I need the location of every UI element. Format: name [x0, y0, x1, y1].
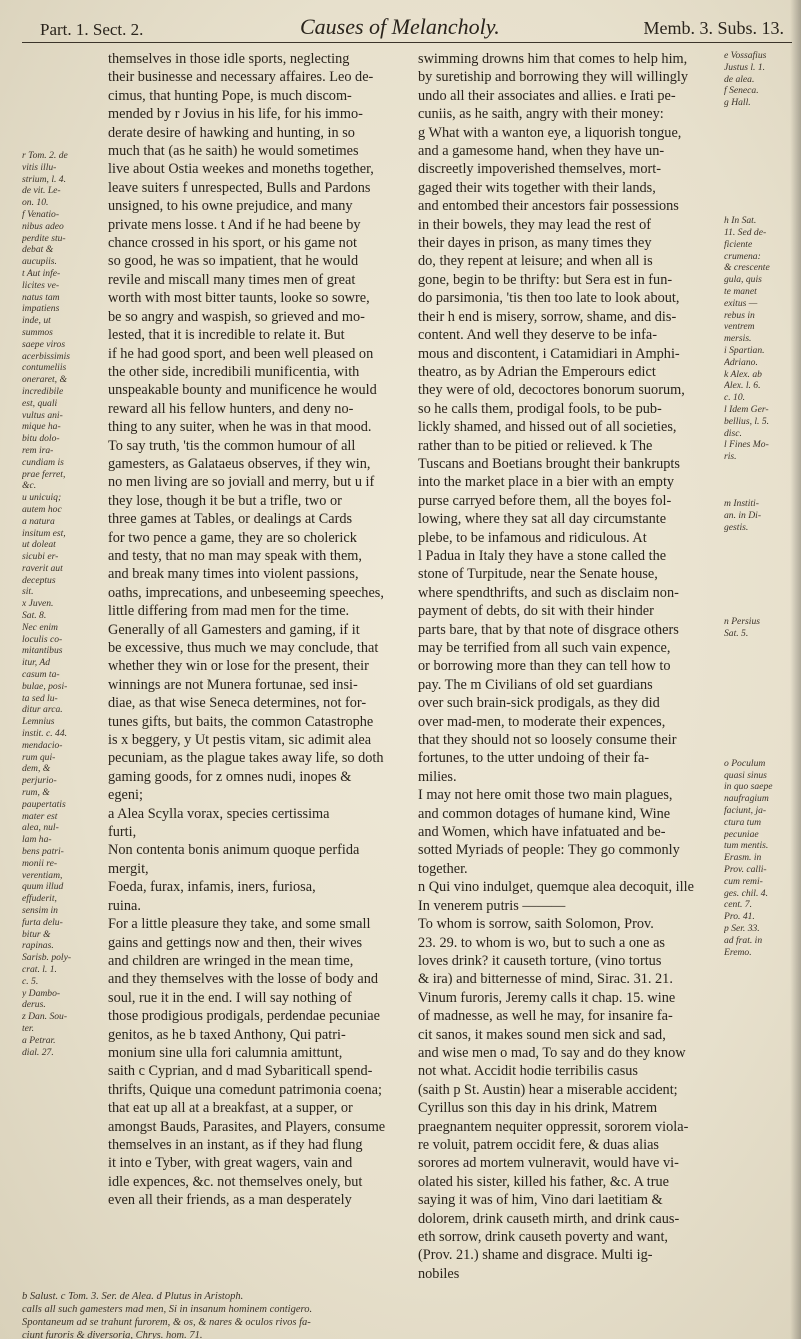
text-line: private mens losse. t And if he had beene by [108, 216, 361, 233]
footnote-line: Spontaneum ad se trahunt furorem, & os, & nares & oculos rivos fa- [22, 1317, 311, 1328]
margin-note-line: Erasm. in [724, 852, 762, 864]
text-line: over such brain-sick prodigals, as they did [418, 695, 660, 712]
text-line: gaming goods, for z omnes nudi, inopes & [108, 768, 352, 785]
text-line: reward all his fellow hunters, and deny no- [108, 400, 354, 417]
text-line: l Padua in Italy they have a stone called the [418, 547, 667, 564]
margin-note-line: mitantibus [22, 645, 63, 657]
margin-note-line [724, 687, 794, 699]
margin-note-line: ventrem [724, 321, 755, 333]
margin-note-line: ges. chil. 4. [724, 887, 768, 899]
margin-note-line: quum illud [22, 881, 64, 893]
margin-note-line: h In Sat. [724, 215, 757, 227]
text-line: stone of Turpitude, near the Senate house, [418, 566, 658, 583]
text-line: by suretiship and borrowing they will willingly [418, 69, 689, 86]
page-title: Causes of Melancholy. [300, 14, 500, 39]
text-line: unspeakable bounty and munificence he would [108, 382, 377, 399]
margin-note-line: rum, & [22, 787, 50, 799]
margin-note-line: n Persius [724, 616, 760, 628]
margin-note-line: furta delu- [22, 916, 63, 928]
text-line: little differing from mad men for the time. [108, 603, 350, 620]
text-line: sorores ad mortem vulneravit, would have vi- [418, 1155, 679, 1172]
margin-note-line: sit. [22, 586, 34, 598]
text-line: so good, he was so impatient, that he would [108, 253, 359, 270]
margin-note-line: incredibile [22, 385, 64, 397]
text-line: In venerem putris ——— [418, 897, 566, 914]
text-line: content. And well they deserve to be infa- [418, 327, 657, 344]
text-line: discreetly impoverished themselves, mort- [418, 161, 661, 178]
text-line: be so angry and waspish, so grieved and mo- [108, 308, 365, 325]
margin-note-line: crat. l. 1. [22, 963, 57, 975]
margin-note-line: Eremo. [724, 946, 752, 958]
text-line: where spendthrifts, and such as disclaim non- [418, 584, 679, 601]
margin-note-line: monii re- [22, 857, 58, 869]
page-edge-shadow [790, 0, 801, 1339]
text-line: be excessive, thus much we may conclude, that [108, 640, 379, 656]
text-line: 23. 29. to whom is wo, but to such a one as [418, 934, 665, 951]
margin-note-line: natus tam [22, 291, 60, 303]
margin-note-line: an. in Di- [724, 510, 762, 522]
margin-note-line: Lemnius [22, 716, 55, 728]
margin-note-line: acerbissimis [22, 350, 70, 362]
margin-note-line [724, 156, 794, 168]
margin-note-line: Sat. 5. [724, 628, 749, 640]
margin-note-line: tum mentis. [724, 840, 769, 852]
text-line: they were of old, decoctores bonorum suorum, [418, 382, 685, 399]
margin-note-line: gestis. [724, 521, 749, 533]
margin-note-line: vitis illu- [22, 161, 57, 173]
margin-note-line [724, 534, 794, 546]
text-line: and they themselves with the losse of body and [108, 971, 379, 988]
text-line: g What with a wanton eye, a liquorish tongue, [418, 124, 682, 141]
text-line: winnings are not Munera fortunae, sed insi- [108, 676, 358, 693]
text-line: and testy, that no man may speak with them, [108, 547, 362, 564]
text-line: swimming drowns him that comes to help him, [418, 51, 688, 67]
text-line: into the market place in a bier with an empty [418, 474, 675, 491]
text-line: worth with most bitter taunts, looke so sowre, [108, 290, 370, 307]
footnote-line: ciunt furoris & diversoria, Chrys. hom. 71. [22, 1330, 203, 1339]
footnote-line: b Salust. c Tom. 3. Ser. de Alea. d Plutus in Aristoph. [22, 1291, 244, 1302]
margin-note-line [724, 144, 794, 156]
margin-note-line: o Poculum [724, 757, 766, 769]
margin-note-line [724, 486, 794, 498]
margin-note-line: bellius, l. 5. [724, 415, 770, 427]
margin-note-line [724, 711, 794, 723]
margin-note-line: Nec enim [22, 621, 58, 633]
text-line: unsigned, to his owne prejudice, and many [108, 198, 353, 215]
text-line: dolorem, drink causeth mirth, and drink caus- [418, 1210, 680, 1227]
text-line: in their bowels, they may lead the rest of [418, 216, 652, 233]
text-line: the other side, incredibili munificentia, with [108, 363, 360, 380]
running-head [22, 6, 792, 43]
text-line: genitos, as he b taxed Anthony, Qui patri- [108, 1026, 346, 1043]
text-line: cit sanos, it makes sound men sick and sad, [418, 1026, 666, 1043]
text-line: gaged their wits together with their lands, [418, 179, 656, 196]
text-line: furti, [108, 824, 137, 841]
margin-note-line: ta sed lu- [22, 692, 58, 704]
text-line: mous and discontent, i Catamidiari in Amphi- [418, 345, 680, 362]
margin-note-line: licites ve- [22, 279, 60, 291]
margin-note-line: contumeliis [22, 362, 67, 374]
margin-note-line: impatiens [22, 303, 60, 315]
margin-note-line: cum remi- [724, 875, 763, 887]
margin-note-line [724, 734, 794, 746]
margin-note-line [724, 180, 794, 192]
margin-note-line: u unicuiq; [22, 492, 62, 504]
text-line: loves drink? it causeth torture, (vino tortus [418, 952, 662, 969]
text-line: parts bare, that by that note of disgrace others [418, 621, 679, 638]
margin-note-line: debat & [22, 244, 54, 256]
margin-note-line: prae ferret, [22, 468, 66, 480]
right-margin-notes [724, 50, 794, 958]
margin-note-line [724, 722, 794, 734]
margin-note-line: rem ira- [22, 444, 54, 456]
margin-note-line: rebus in [724, 309, 755, 321]
margin-note-line: pecuniae [724, 828, 759, 840]
margin-note-line: &c. [22, 480, 37, 492]
margin-note-line: bitur & [22, 928, 51, 940]
margin-note-line: exitus — [724, 297, 758, 309]
margin-note-line [724, 746, 794, 758]
margin-note-line [724, 581, 794, 593]
text-line: and common dotages of humane kind, Wine [418, 805, 671, 822]
text-line: it into e Tyber, with great wagers, vain and [108, 1155, 353, 1172]
text-line: undo all their associates and allies. e Irati pe- [418, 87, 676, 104]
text-line: may be terrified from all such vain expence, [418, 640, 671, 656]
text-line: mended by r Jovius in his life, for his immo- [108, 106, 363, 123]
text-line: their dayes in prison, as many times they [418, 235, 652, 252]
margin-note-line: f Venatio- [22, 208, 60, 220]
text-line: is x beggery, y Ut pestis vitam, sic adimit alea [108, 732, 372, 749]
text-line: rather than to be pitied or relieved. k The [418, 437, 653, 454]
text-line: plebe, to be infamous and ridiculous. At [418, 529, 647, 546]
margin-note-line [724, 463, 794, 475]
text-line: and entombed their ancestors fair possessions [418, 198, 679, 215]
text-line: lowing, where they sat all day circumstante [418, 511, 667, 528]
margin-note-line: f Seneca. [724, 85, 759, 97]
text-line: Tuscans and Boetians brought their bankrupts [418, 455, 680, 472]
text-line: & ira) and bitternesse of mind, Sirac. 31. 21. [418, 971, 673, 988]
margin-note-line: oneraret, & [22, 374, 67, 386]
margin-note-line: autem hoc [22, 503, 62, 515]
text-line: Non contenta bonis animum quoque perfida [108, 842, 360, 859]
text-line: a Alea Scylla vorax, species certissima [108, 805, 330, 822]
margin-note-line: z Dan. Sou- [22, 1011, 68, 1023]
text-line: thing to any suiter, when he was in that mood. [108, 419, 372, 436]
text-line: whether they win or lose for the present, their [108, 658, 369, 675]
margin-note-line: est, quali [22, 397, 58, 409]
text-line: (Prov. 21.) shame and disgrace. Multi ig- [418, 1247, 653, 1264]
text-line: leave suiters f unrespected, Bulls and Pardons [108, 179, 371, 196]
text-line: Cyrillus son this day in his drink, Matrem [418, 1100, 658, 1117]
margin-note-line: c. 5. [22, 975, 39, 987]
text-line: ruina. [108, 897, 141, 914]
margin-note-line [724, 545, 794, 557]
text-line: thrifts, Quique una comedunt patrimonia coena; [108, 1081, 382, 1098]
text-line: re voluit, patrem occidit fere, & duas alias [418, 1136, 659, 1153]
margin-note-line: k Alex. ab [724, 368, 762, 380]
margin-note-line: vultus ani- [22, 409, 63, 421]
margin-note-line: loculis co- [22, 633, 63, 645]
text-line: and a gamesome hand, when they have un- [418, 143, 665, 160]
member-subsection-label: Memb. 3. Subs. 13. [643, 18, 784, 38]
margin-note-line: sicubi er- [22, 551, 59, 563]
text-line: cimus, that hunting Pope, is much discom- [108, 87, 352, 104]
margin-note-line: perdite stu- [22, 232, 66, 244]
margin-note-line: itur, Ad [22, 657, 51, 669]
margin-note-line: quasi sinus [724, 769, 767, 781]
margin-note-line: Sat. 8. [22, 610, 47, 622]
text-line: To say truth, 'tis the common humour of all [108, 437, 356, 454]
right-text-column [418, 50, 718, 1283]
text-line: pecuniam, as the plague takes away life, so doth [108, 750, 384, 767]
margin-note-line: r Tom. 2. de [22, 150, 68, 161]
margin-note-line: & crescente [724, 262, 770, 274]
margin-note-line: mique ha- [22, 421, 61, 433]
margin-note-line: bulae, posi- [22, 680, 68, 692]
margin-note-line [724, 109, 794, 121]
margin-note-line: ficiente [724, 238, 753, 250]
text-line: Foeda, furax, infamis, iners, furiosa, [108, 879, 316, 896]
text-line: saying it was of him, Vino dari laetitiam & [418, 1192, 663, 1209]
text-line: do, they repent at leisure; and when all is [418, 253, 653, 270]
text-line: they lose, though it be but a trifle, two or [108, 492, 342, 509]
text-line: Generally of all Gamesters and gaming, if it [108, 621, 360, 638]
margin-note-line: ad frat. in [724, 934, 763, 946]
text-line: even all their friends, as a man desperately [108, 1192, 352, 1209]
text-line: eth sorrow, drink causeth poverty and want, [418, 1229, 668, 1245]
margin-note-line: rapinas. [22, 940, 54, 952]
margin-note-line: dem, & [22, 763, 51, 775]
text-line: that they should not so loosely consume their [418, 732, 677, 749]
margin-note-line: deceptus [22, 574, 56, 586]
text-line: egeni; [108, 787, 143, 804]
margin-note-line: m Institi- [724, 498, 759, 510]
margin-note-line: naufragium [724, 793, 769, 805]
margin-note-line: p Ser. 33. [724, 922, 760, 934]
margin-note-line: dial. 27. [22, 1046, 54, 1058]
margin-note-line [724, 604, 794, 616]
text-line: lickly shamed, and hissed out of all societies, [418, 419, 677, 436]
footnotes [22, 1290, 382, 1339]
text-line: praegnantem nequiter oppressit, sororem viola- [418, 1118, 689, 1135]
margin-note-line: ter. [22, 1022, 34, 1034]
margin-note-line [724, 640, 794, 652]
text-line: lested, that it is incredible to relate it. But [108, 327, 345, 344]
text-line: themselves in those idle sports, neglecting [108, 51, 350, 67]
text-line: n Qui vino indulget, quemque alea decoquit, ille [418, 879, 694, 896]
margin-note-line: ditur arca. [22, 704, 63, 716]
margin-note-line [724, 133, 794, 145]
text-line: over mad-men, to moderate their expences, [418, 713, 666, 730]
margin-note-line: bens patri- [22, 846, 64, 858]
margin-note-line: de alea. [724, 73, 755, 85]
text-line: do parsimonia, 'tis then too late to look about, [418, 290, 680, 307]
text-line: purse carryed before them, all the boyes fol- [418, 492, 672, 509]
text-line: monium sine ulla fori calumnia amittunt, [108, 1044, 343, 1061]
margin-note-line: mendacio- [22, 739, 63, 751]
text-line: chance crossed in his sport, or his game not [108, 235, 357, 252]
margin-note-line [724, 569, 794, 581]
margin-note-line: mater est [22, 810, 58, 822]
margin-note-line: sensim in [22, 905, 58, 916]
margin-note-line: te manet [724, 285, 757, 297]
margin-note-line: ut doleat [22, 539, 56, 551]
left-text-column [108, 50, 390, 1210]
text-line: much that (as he saith) he would sometimes [108, 143, 359, 160]
margin-note-line: bitu dolo- [22, 433, 60, 445]
text-line: soul, rue it in the end. I will say nothing of [108, 989, 352, 1006]
margin-note-line: summos [22, 326, 53, 338]
text-line: no men living are so joviall and merry, but u if [108, 474, 375, 491]
margin-note-line: a natura [22, 515, 55, 527]
margin-note-line: derus. [22, 999, 46, 1011]
margin-note-line [724, 557, 794, 569]
text-line: gains and gettings now and then, their wives [108, 934, 363, 951]
text-line: live about Ostia weekes and moneths together, [108, 161, 374, 178]
margin-note-line: l Fines Mo- [724, 439, 769, 451]
text-line: amongst Bauds, Parasites, and Players, consume [108, 1118, 386, 1135]
text-line: three games at Tables, or dealings at Cards [108, 511, 353, 528]
margin-note-line: strium, l. 4. [22, 173, 66, 185]
text-line: together. [418, 860, 468, 877]
text-line: (saith p St. Austin) hear a miserable accident; [418, 1081, 678, 1098]
text-line: that eat up all at a breakfast, at a supper, or [108, 1100, 353, 1117]
margin-note-line [724, 168, 794, 180]
margin-note-line: i Spartian. [724, 344, 765, 356]
margin-note-line: ris. [724, 451, 737, 463]
margin-note-line: ctura tum [724, 816, 762, 828]
margin-note-line: effuderit, [22, 893, 57, 905]
text-line: saith c Cyprian, and d mad Sybariticall spend- [108, 1063, 373, 1080]
margin-note-line: 11. Sed de- [724, 226, 767, 238]
margin-note-line: nibus adeo [22, 220, 64, 232]
margin-note-line: g Hall. [724, 97, 751, 109]
margin-note-line [724, 675, 794, 687]
text-line: for two pence a game, they are so cholerick [108, 529, 357, 546]
text-line: or borrowing more than they can tell how to [418, 658, 671, 675]
margin-note-line: casum ta- [22, 669, 60, 681]
margin-note-line: alea, nul- [22, 822, 59, 834]
margin-note-line: t Aut infe- [22, 267, 61, 279]
text-line: gamesters, as Galataeus observes, if they win, [108, 455, 371, 472]
margin-note-line: paupertatis [22, 798, 66, 810]
text-line: and wise men o mad, To say and do they know [418, 1044, 686, 1061]
margin-note-line: Sarisb. poly- [22, 952, 72, 964]
margin-note-line: crumena: [724, 250, 761, 262]
margin-note-line: disc. [724, 427, 742, 439]
margin-note-line: Prov. calli- [724, 863, 767, 875]
margin-note-line: raverit aut [22, 562, 63, 574]
margin-note-line: instit. c. 44. [22, 728, 68, 740]
margin-note-line: e Vossafius [724, 50, 767, 61]
margin-note-line: y Dambo- [22, 987, 61, 999]
margin-note-line [724, 652, 794, 664]
text-line: oaths, imprecations, and unbeseeming speeches, [108, 584, 384, 601]
text-line: themselves in an instant, as if they had flung [108, 1136, 363, 1153]
margin-note-line: Pro. 41. [724, 911, 755, 923]
text-line: so he calls them, prodigal fools, to be pub- [418, 400, 662, 417]
text-line: and children are wringed in the mean time, [108, 952, 354, 969]
margin-note-line: rum qui- [22, 751, 56, 763]
left-margin-notes [22, 150, 100, 1058]
margin-note-line [724, 192, 794, 204]
text-line: and Women, which have infatuated and be- [418, 824, 666, 841]
margin-note-line: verentiam, [22, 869, 63, 881]
margin-note-line: Justus l. 1. [724, 61, 766, 73]
margin-note-line: x Juven. [22, 598, 54, 610]
text-line: fortunes, to the utter undoing of their fa- [418, 750, 650, 767]
text-line: I may not here omit those two main plagues, [418, 787, 673, 804]
text-line: derate desire of hawking and hunting, in so [108, 124, 355, 141]
margin-note-line [724, 663, 794, 675]
text-line: not what. Accidit hodie terribilis casus [418, 1063, 638, 1080]
text-line: sotted Myriads of people: They go commonly [418, 842, 680, 859]
text-line: revile and miscall many times men of great [108, 271, 356, 288]
text-line: To whom is sorrow, saith Solomon, Prov. [418, 916, 654, 933]
margin-note-line: inde, ut [22, 315, 51, 327]
text-line: For a little pleasure they take, and some small [108, 916, 371, 933]
margin-note-line: insitum est, [22, 527, 66, 539]
text-line: tunes gifts, but baits, the common Catastrophe [108, 713, 374, 730]
margin-note-line: aucupiis. [22, 256, 57, 268]
part-section-label: Part. 1. Sect. 2. [40, 20, 144, 39]
margin-note-line [724, 203, 794, 215]
margin-note-line: l Idem Ger- [724, 403, 769, 415]
margin-note-line: perjurio- [22, 775, 57, 787]
text-line: of madnesse, as well he may, for insanire fa- [418, 1008, 673, 1025]
text-line: diae, as that wise Seneca determines, not for- [108, 695, 367, 712]
margin-note-line: lam ha- [22, 834, 52, 846]
text-line: idle expences, &c. not themselves onely, but [108, 1173, 363, 1190]
text-line: mergit, [108, 860, 149, 877]
text-line: if he had good sport, and been well pleased on [108, 345, 374, 362]
text-line: Vinum furoris, Jeremy calls it chap. 15. wine [418, 989, 676, 1006]
margin-note-line: c. 10. [724, 392, 746, 404]
margin-note-line: a Petrar. [22, 1034, 56, 1046]
text-line: and break many times into violent passions, [108, 566, 359, 583]
margin-note-line: saepe viros [22, 338, 66, 350]
margin-note-line: Adriano. [724, 356, 758, 368]
text-line: nobiles [418, 1265, 460, 1282]
text-line: milies. [418, 768, 457, 785]
text-line: theatro, as by Adrian the Emperours edict [418, 363, 656, 380]
margin-note-line: gula, quis [724, 274, 762, 286]
margin-note-line [724, 593, 794, 605]
margin-note-line: cundiam is [22, 456, 64, 468]
text-line: gone, begin to be thrifty: but Sera est in fun- [418, 271, 673, 288]
text-line: payment of debts, do sit with their hinder [418, 603, 654, 620]
text-line: their businesse and necessary affaires. Leo de- [108, 69, 374, 86]
text-line: pay. The m Civilians of old set guardians [418, 676, 653, 693]
text-line: olated his sister, killed his father, &c. A true [418, 1173, 669, 1190]
margin-note-line: faciunt, ja- [724, 805, 767, 816]
text-line: their h end is misery, sorrow, shame, and dis- [418, 308, 677, 325]
text-line: those prodigious prodigals, perdendae pecuniae [108, 1008, 380, 1025]
footnote-line: calls all such gamesters mad men, Si in insanum hominem contigero. [22, 1304, 313, 1315]
margin-note-line: Alex. l. 6. [724, 380, 761, 392]
margin-note-line: in quo saepe [724, 781, 773, 793]
margin-note-line [724, 121, 794, 133]
margin-note-line: de vit. Le- [22, 185, 61, 197]
margin-note-line: cent. 7. [724, 899, 752, 911]
text-line: cuniis, as he saith, angry with their money: [418, 106, 664, 123]
margin-note-line [724, 475, 794, 487]
margin-note-line: on. 10. [22, 197, 49, 209]
margin-note-line [724, 699, 794, 711]
margin-note-line: mersis. [724, 333, 752, 345]
